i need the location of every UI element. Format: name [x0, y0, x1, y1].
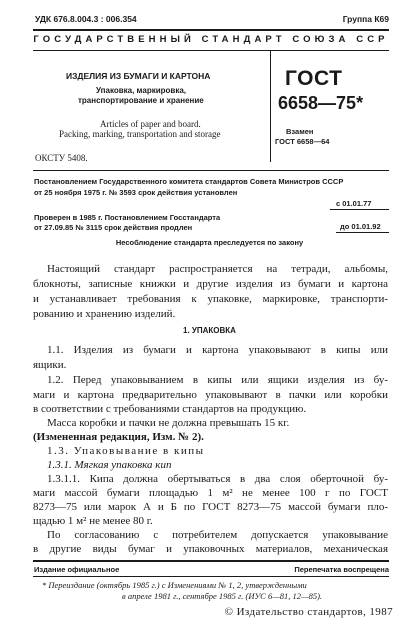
section-heading: 1. УПАКОВКА: [183, 326, 236, 335]
extended-date: до 01.01.92: [340, 222, 381, 231]
agreement-line-1: По согласованию с потребителем допускается упаковывание: [47, 529, 388, 541]
title-en-1: Articles of paper and board.: [100, 119, 201, 129]
intro-line-1: Настоящий стандарт распространяется на тетради, альбомы,: [47, 263, 388, 275]
subtitle-ru-1: Упаковка, маркировка,: [96, 86, 186, 95]
standard-title: ГОСУДАРСТВЕННЫЙ СТАНДАРТ СОЮЗА ССР: [33, 34, 389, 45]
clause-1-3: 1.3. Упаковывание в кипы: [47, 445, 205, 457]
clause-1-3-1-1-line-3: 8273—75 или марок А и Б по ГОСТ 8273—75 массой бумаги пло-: [33, 501, 388, 513]
title-divider: [270, 50, 271, 162]
copyright-notice: © Издательство стандартов, 1987: [224, 606, 393, 618]
clause-1-2-line-4: Масса коробки и пачки не должна превышать 15 кг.: [47, 417, 290, 429]
clause-1-3-1-1-line-4: щадью 1 м² не менее 80 г.: [33, 515, 153, 527]
amendment-note: (Измененная редакция, Изм. № 2).: [33, 431, 204, 443]
effective-date: с 01.01.77: [336, 199, 372, 208]
agreement-line-2: в другие виды бумаг и упаковочных материалов, механическая: [33, 543, 388, 555]
clause-1-1-line-1: 1.1. Изделия из бумаги и картона упаковывают в кипы или: [47, 344, 388, 356]
reissue-line-2: в апреле 1981 г., сентябре 1985 г. (ИУС 6—81, 12—85).: [122, 591, 323, 601]
reissue-line-1: * Переиздание (октябрь 1985 г.) с Изменениями № 1, 2, утвержденными: [42, 580, 307, 590]
gost-label: ГОСТ: [285, 67, 343, 90]
clause-1-1-line-2: ящики.: [33, 359, 67, 371]
title-ru: ИЗДЕЛИЯ ИЗ БУМАГИ И КАРТОНА: [66, 71, 211, 81]
okstu-rule: [33, 170, 389, 171]
clause-1-3-1-1-line-2: маги массой бумаги площадью 1 м² не менее 100 г по ГОСТ: [33, 487, 388, 499]
law-notice: Несоблюдение стандарта преследуется по закону: [115, 238, 304, 247]
replaces-value: ГОСТ 6658—64: [275, 137, 330, 146]
extended-date-rule: [336, 232, 389, 233]
clause-1-2-line-3: в соответствии с требованиями стандартов на продукцию.: [33, 403, 307, 415]
okstu-code: ОКСТУ 5408.: [35, 153, 88, 163]
intro-line-2: блокноты, записные книжки и другие изделия из бумаги и картона: [33, 278, 388, 290]
intro-line-3: и устанавливает требования к упаковке, маркировке, транспорти-: [33, 293, 388, 305]
intro-line-4: рованию и хранению изделий.: [33, 308, 176, 320]
effective-date-rule: [330, 209, 389, 210]
top-rule: [33, 29, 389, 31]
clause-1-2-line-2: маги и картона предварительно упаковывают в пачки или коробки: [33, 389, 388, 401]
clause-1-3-1-1-line-1: 1.3.1.1. Кипа должна обертываться в два слоя оберточной бу-: [47, 473, 388, 485]
gost-number: 6658—75*: [278, 93, 364, 113]
header-rule: [33, 50, 389, 51]
group-code: Группа К69: [342, 14, 389, 24]
decree-line-3: Проверен в 1985 г. Постановлением Госстандарта: [34, 213, 221, 222]
title-en-2: Packing, marking, transportation and storage: [59, 129, 221, 139]
udc-code: УДК 676.8.004.3 : 006.354: [35, 14, 137, 24]
footer-sub-rule: [33, 576, 389, 577]
reprint-prohibited: Перепечатка воспрещена: [294, 565, 389, 574]
official-edition: Издание официальное: [34, 565, 120, 574]
clause-1-3-1: 1.3.1. Мягкая упаковка кип: [47, 459, 172, 471]
footer-rule: [33, 560, 389, 562]
decree-line-4: от 27.09.85 № 3115 срок действия продлен: [34, 223, 193, 232]
decree-line-2: от 25 ноября 1975 г. № 3593 срок действия установлен: [34, 188, 238, 197]
subtitle-ru-2: транспортирование и хранение: [78, 96, 204, 105]
clause-1-2-line-1: 1.2. Перед упаковыванием в кипы или ящики изделия из бу-: [47, 374, 388, 386]
decree-line-1: Постановлением Государственного комитета стандартов Совета Министров СССР: [34, 177, 344, 186]
replaces-label: Взамен: [286, 127, 314, 136]
